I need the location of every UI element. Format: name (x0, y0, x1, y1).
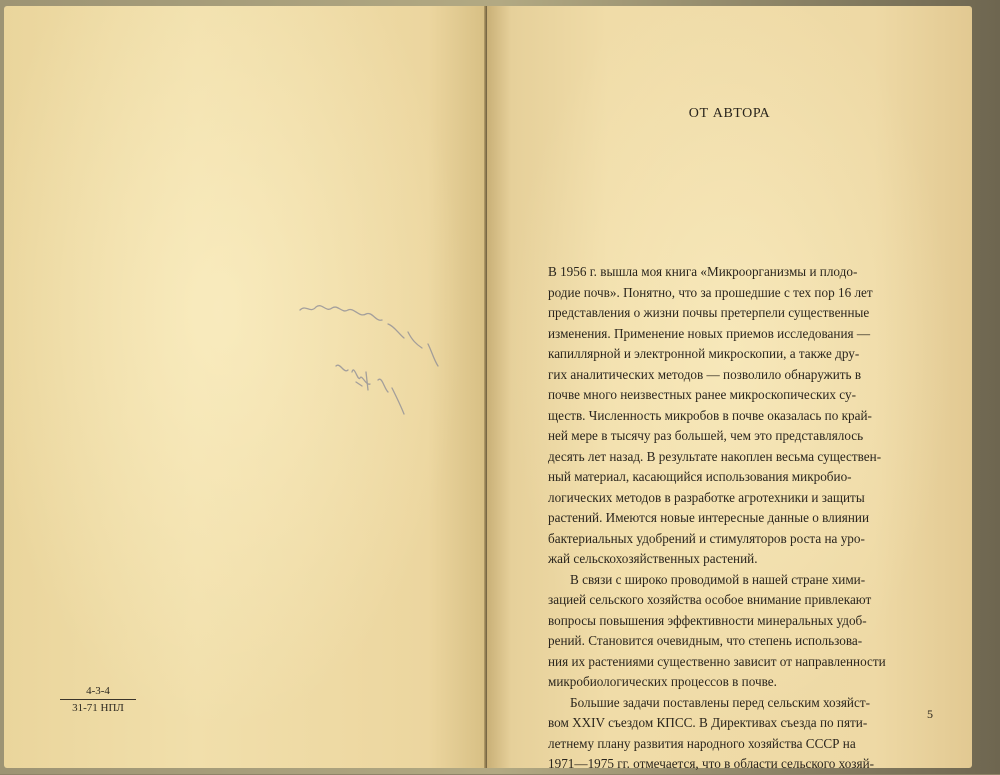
text-line: гих аналитических методов — позволило обнаружить в (548, 366, 862, 382)
body-text (548, 262, 932, 775)
right-page (487, 6, 972, 771)
text-line: десять лет назад. В результате накоплен весьма существен- (548, 448, 882, 464)
text-line: Большие задачи поставлены перед сельским хозяйст- (570, 694, 870, 710)
text-line: вом XXIV съездом КПСС. В Директивах съезда по пяти- (548, 715, 868, 730)
text-line: В 1956 г. вышла моя книга «Микроорганизмы и плодо- (548, 264, 858, 279)
catalog-code (60, 684, 136, 715)
text-line: почве много неизвестных ранее микроскопических су- (548, 387, 856, 402)
pencil-handwriting (296, 296, 446, 426)
paragraph (548, 262, 932, 570)
text-line: родие почв». Понятно, что за прошедшие с тех пор 16 лет (548, 284, 873, 300)
pencil-scribble-icon (296, 296, 446, 426)
text-line: изменения. Применение новых приемов исследования — (548, 325, 871, 341)
page-number: 5 (927, 707, 933, 721)
text-line: представления о жизни почвы претерпели существенные (548, 305, 870, 320)
text-line: ществ. Численность микробов в почве оказалась по край- (548, 407, 872, 423)
text-line: зацией сельского хозяйства особое внимание привлекают (548, 592, 872, 607)
text-line: В связи с широко проводимой в нашей стране хими- (570, 571, 866, 587)
text-line: жай сельскохозяйственных растений. (548, 551, 758, 566)
text-line: рений. Становится очевидным, что степень использова- (548, 633, 863, 648)
text-line: летнему плану развития народного хозяйства СССР на (548, 735, 856, 751)
text-line: вопросы повышения эффективности минеральных удоб- (548, 612, 867, 628)
text-line: ния их растениями существенно зависит от направленности (548, 653, 886, 669)
text-line: растений. Имеются новые интересные данные о влиянии (548, 510, 870, 525)
text-line: 1971—1975 гг. отмечается, что в области сельского хозяй- (548, 756, 875, 771)
text-line: ный материал, касающийся использования микробио- (548, 469, 852, 484)
paragraph (548, 693, 932, 775)
text-line: бактериальных удобрений и стимуляторов роста на уро- (548, 530, 865, 546)
text-line: микробиологических процессов в почве. (548, 674, 777, 689)
text-line: логических методов в разработке агротехники и защиты (548, 489, 865, 505)
catalog-code-top: 4-3-4 (60, 684, 136, 700)
left-page (4, 6, 486, 768)
catalog-code-bottom: 31-71 НПЛ (72, 702, 124, 714)
text-line: ней мере в тысячу раз большей, чем это представлялось (548, 428, 864, 443)
section-heading: ОТ АВТОРА (688, 106, 771, 121)
paragraph (548, 570, 932, 693)
text-line: капиллярной и электронной микроскопии, а также дру- (548, 346, 860, 361)
